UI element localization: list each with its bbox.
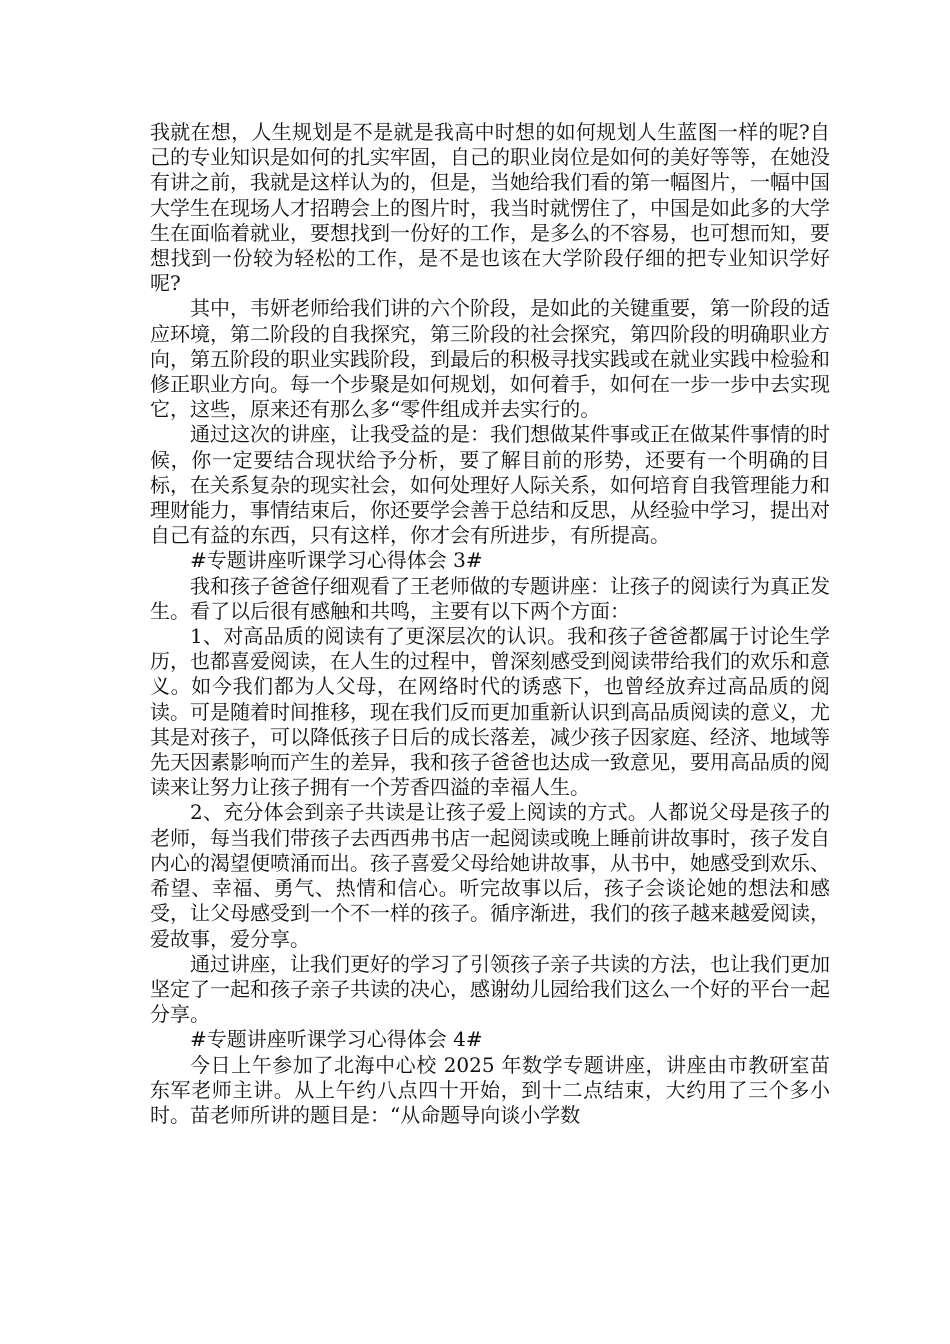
section-heading-3: #专题讲座听课学习心得体会 3# bbox=[190, 548, 483, 573]
paragraph-3: 通过这次的讲座，让我受益的是：我们想做某件事或正在做某件事情的时候，你一定要结合现状给予分析，要了解目前的形势，还要有一个明确的目标，在关系复杂的现实社会，如何处理好人际关系，如何培育自我管理能力和理财能力，事情结束后，你还要学会善于总结和反思，从经验中学习，提出对自己有益的东西，只有这样，你才会有所进步，有所提高。 bbox=[150, 422, 830, 548]
paragraph-5: 1、对高品质的阅读有了更深层次的认识。我和孩子爸爸都属于讨论生学历，也都喜爱阅读，在人生的过程中，曾深刻感受到阅读带给我们的欢乐和意义。如今我们都为人父母，在网络时代的诱惑下，也曾经放弃过高品质的阅读。可是随着时间推移，现在我们反而更加重新认识到高品质阅读的意义，尤其是对孩子，可以降低孩子日后的成长落差，减少孩子因家庭、经济、地域等先天因素影响而产生的差异，我和孩子爸爸也达成一致意见，要用高品质的阅读来让努力让孩子拥有一个芳香四溢的幸福人生。 bbox=[150, 624, 830, 800]
paragraph-8: 今日上午参加了北海中心校 2025 年数学专题讲座，讲座由市教研室苗东军老师主讲。从上午约八点四十开始，到十二点结束，大约用了三个多小时。苗老师所讲的题目是：“从命题导向谈小学数 bbox=[150, 1052, 830, 1127]
paragraph-7: 通过讲座，让我们更好的学习了引领孩子亲子共读的方法，也让我们更加坚定了一起和孩子亲子共读的决心，感谢幼儿园给我们这么一个好的平台一起分享。 bbox=[150, 951, 830, 1027]
paragraph-6: 2、充分体会到亲子共读是让孩子爱上阅读的方式。人都说父母是孩子的老师，每当我们带孩子去西西弗书店一起阅读或晚上睡前讲故事时，孩子发自内心的渴望便喷涌而出。孩子喜爱父母给她讲故事，从书中，她感受到欢乐、希望、幸福、勇气、热情和信心。听完故事以后，孩子会谈论她的想法和感受，让父母感受到一个不一样的孩子。循序渐进，我们的孩子越来越爱阅读，爱故事，爱分享。 bbox=[150, 800, 830, 951]
paragraph-2: 其中，韦妍老师给我们讲的六个阶段，是如此的关键重要，第一阶段的适应环境，第二阶段的自我探究，第三阶段的社会探究，第四阶段的明确职业方向，第五阶段的职业实践阶段，到最后的积极寻找实践或在就业实践中检验和修正职业方向。每一个步聚是如何规划，如何着手，如何在一步一步中去实现它，这些，原来还有那么多“零件组成并去实行的。 bbox=[150, 296, 830, 422]
section-heading-4: #专题讲座听课学习心得体会 4# bbox=[190, 1027, 483, 1052]
document-page bbox=[150, 120, 830, 1128]
paragraph-1: 我就在想，人生规划是不是就是我高中时想的如何规划人生蓝图一样的呢?自己的专业知识是如何的扎实牢固，自己的职业岗位是如何的美好等等，在她没有讲之前，我就是这样认为的，但是，当她给我们看的第一幅图片，一幅中国大学生在现场人才招聘会上的图片时，我当时就愣住了，中国是如此多的大学生在面临着就业，要想找到一份好的工作，是多么的不容易，也可想而知，要想找到一份较为轻松的工作，是不是也该在大学阶段仔细的把专业知识学好呢? bbox=[150, 120, 830, 296]
paragraph-4: 我和孩子爸爸仔细观看了王老师做的专题讲座：让孩子的阅读行为真正发生。看了以后很有感触和共鸣，主要有以下两个方面： bbox=[150, 573, 830, 623]
